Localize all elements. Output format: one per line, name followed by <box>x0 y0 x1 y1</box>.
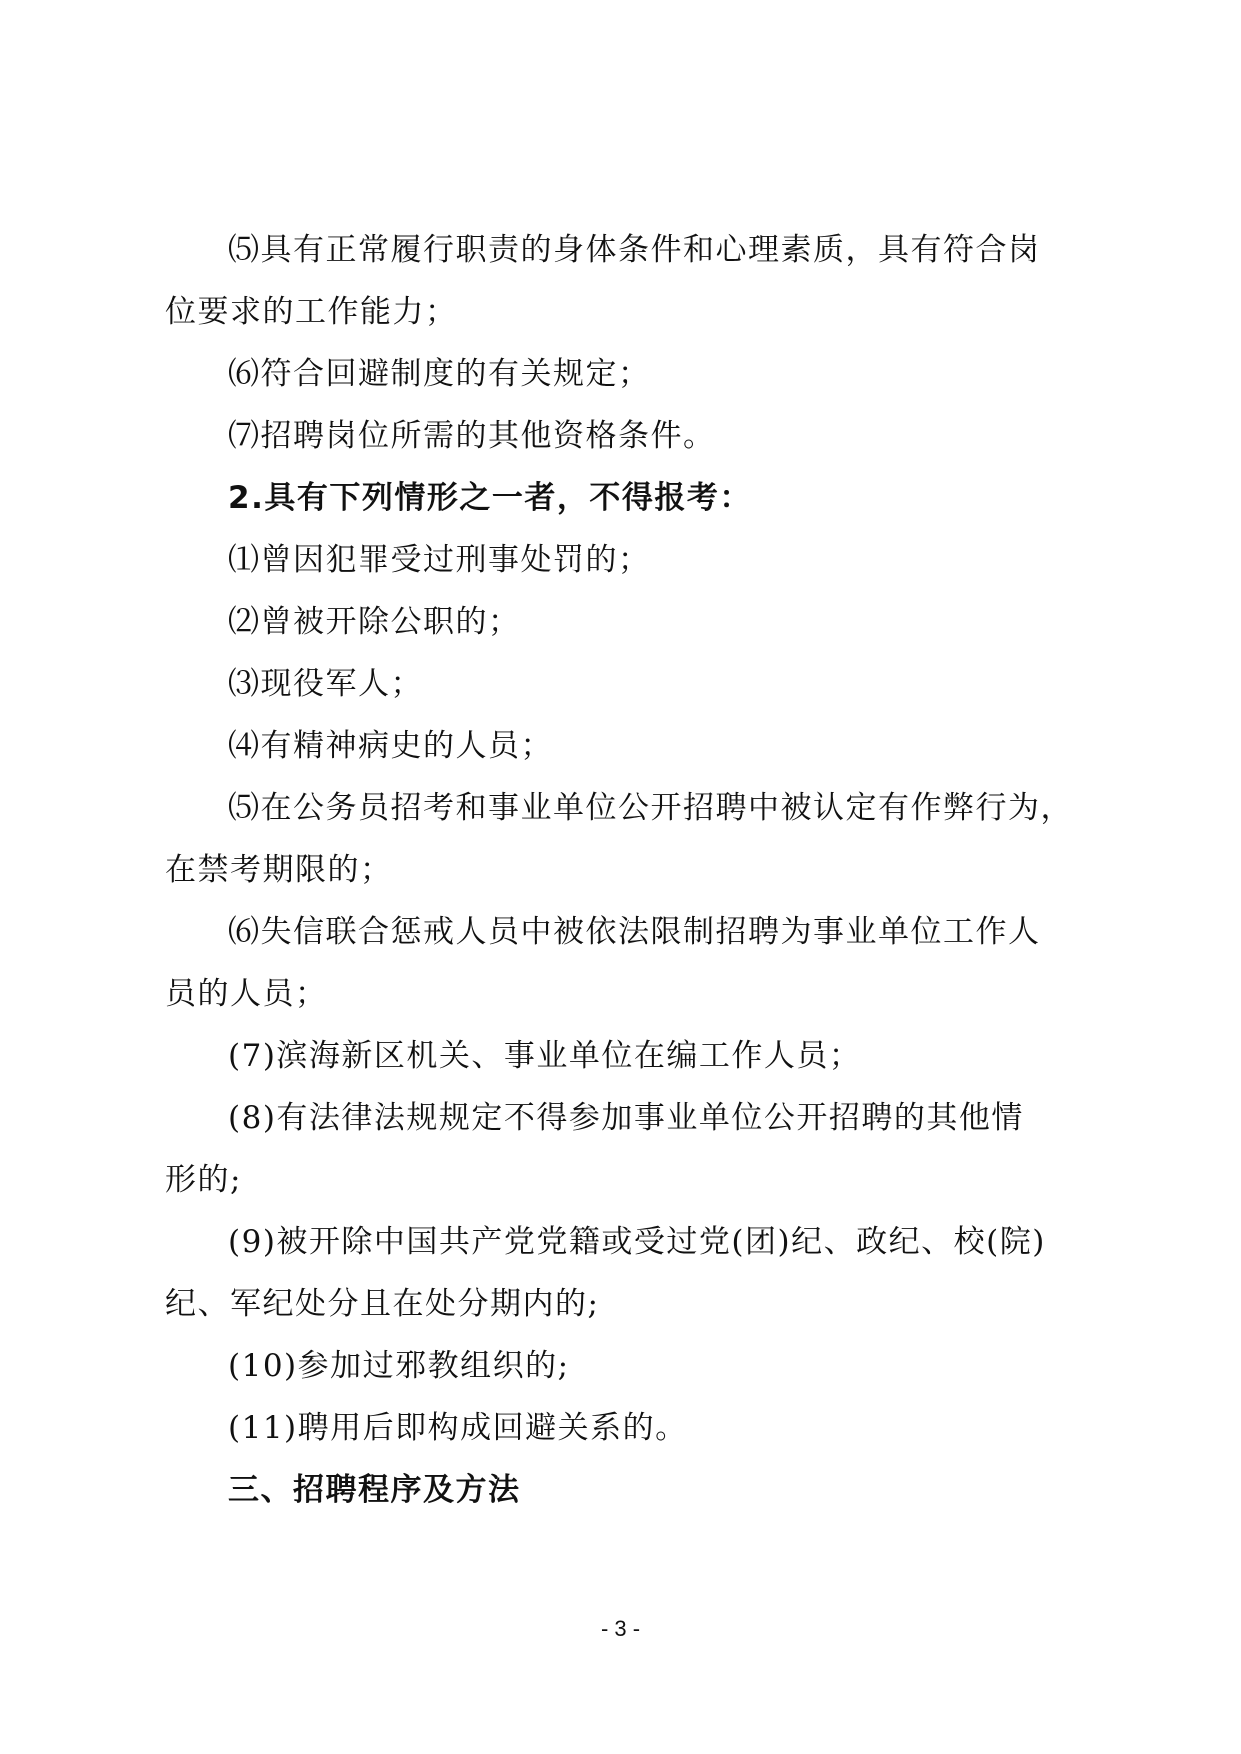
paragraph-line: 在禁考期限的； <box>165 852 393 888</box>
paragraph-line: 形的; <box>165 1162 242 1198</box>
paragraph-line: ⑸在公务员招考和事业单位公开招聘中被认定有作弊行为， <box>228 790 1073 826</box>
paragraph-line: ⑶现役军人； <box>228 666 423 702</box>
paragraph-line: (9)被开除中国共产党党籍或受过党(团)纪、政纪、校(院) <box>228 1224 1046 1260</box>
paragraph-line: (7)滨海新区机关、事业单位在编工作人员； <box>228 1038 862 1074</box>
paragraph-line: ⑹失信联合惩戒人员中被依法限制招聘为事业单位工作人 <box>228 914 1041 950</box>
section-heading: 三、招聘程序及方法 <box>228 1472 521 1508</box>
paragraph-line: 员的人员； <box>165 976 328 1012</box>
section-subheading: 2.具有下列情形之一者，不得报考： <box>228 480 752 516</box>
paragraph-line: ⑵曾被开除公职的； <box>228 604 521 640</box>
paragraph-line: ⑴曾因犯罪受过刑事处罚的； <box>228 542 651 578</box>
paragraph-line: (8)有法律法规规定不得参加事业单位公开招聘的其他情 <box>228 1100 1024 1136</box>
paragraph-line: 纪、军纪处分且在处分期内的; <box>165 1286 600 1322</box>
paragraph-line: (11)聘用后即构成回避关系的。 <box>228 1410 688 1446</box>
paragraph-line: ⑷有精神病史的人员； <box>228 728 553 764</box>
paragraph-line: 位要求的工作能力； <box>165 294 458 330</box>
paragraph-line: ⑺招聘岗位所需的其他资格条件。 <box>228 418 716 454</box>
page-number: - 3 - <box>600 1616 641 1641</box>
paragraph-line: ⑹符合回避制度的有关规定； <box>228 356 651 392</box>
paragraph-line: (10)参加过邪教组织的; <box>228 1348 570 1384</box>
paragraph-line: ⑸具有正常履行职责的身体条件和心理素质，具有符合岗 <box>228 232 1041 268</box>
